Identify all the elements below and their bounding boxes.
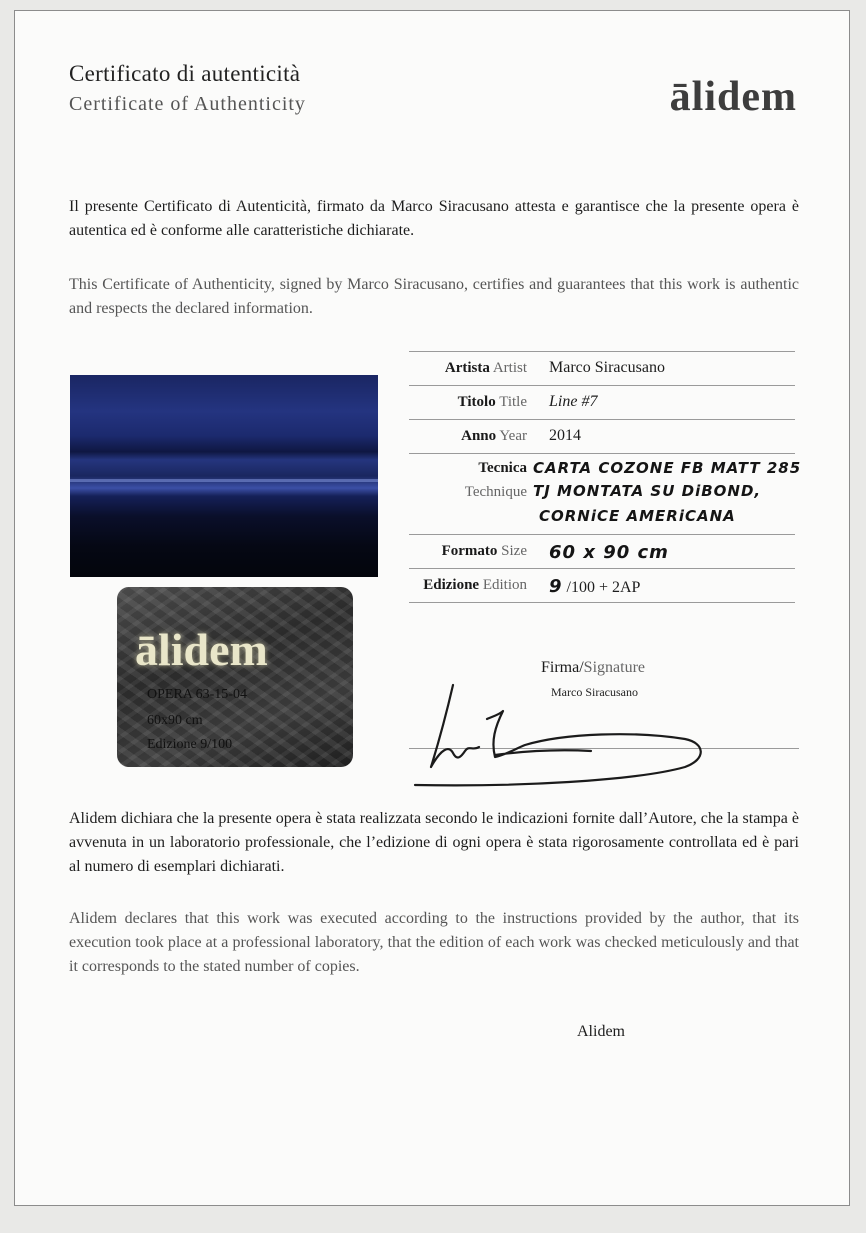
artwork-thumbnail xyxy=(70,375,378,577)
edition-label-it: Edizione xyxy=(423,577,480,593)
artist-label-it: Artista xyxy=(444,360,490,376)
row-format xyxy=(409,534,795,568)
format-label-it: Formato xyxy=(441,543,498,559)
technique-line-3: CORNiCE AMERiCANA xyxy=(539,507,736,525)
year-label-it: Anno xyxy=(461,428,497,444)
row-year xyxy=(409,419,795,453)
title-italian: Certificato di autenticità xyxy=(69,61,301,86)
format-value: 60 x 90 cm xyxy=(549,542,669,563)
row-artist xyxy=(409,351,795,385)
year-label-en: Year xyxy=(499,428,527,444)
hologram-code: OPERA 63-15-04 xyxy=(147,687,247,702)
signature-label-en: Signature xyxy=(583,659,645,676)
edition-label-en: Edition xyxy=(482,577,527,593)
row-technique xyxy=(409,453,802,534)
certificate-sheet xyxy=(14,10,850,1206)
technique-label-it: Tecnica xyxy=(478,460,527,476)
format-label-en: Size xyxy=(501,543,527,559)
row-title xyxy=(409,385,795,419)
title-value: Line #7 xyxy=(549,393,598,410)
hologram-logo: ālidem xyxy=(135,624,268,675)
intro-italian: Il presente Certificato di Autenticità, firmato da Marco Siracusano attesta e garantisce che la presente opera è autentica ed è conforme alle caratteristiche dichiarate. xyxy=(69,198,799,239)
row-edition xyxy=(409,568,795,603)
title-label-en: Title xyxy=(499,394,527,410)
title-english: Certificate of Authenticity xyxy=(69,93,306,115)
signature-label-it: Firma/ xyxy=(541,659,584,676)
signature-name: Marco Siracusano xyxy=(551,685,638,699)
technique-line-1: CARTA COZONE FB MATT 285 xyxy=(533,459,802,477)
year-value: 2014 xyxy=(549,427,581,444)
hologram-sticker xyxy=(117,587,353,767)
intro-english: This Certificate of Authenticity, signed by Marco Siracusano, certifies and guarantees that this work is authentic and respects the declared information. xyxy=(69,276,799,317)
footer-signatory: Alidem xyxy=(577,1023,625,1040)
declaration-italian: Alidem dichiara che la presente opera è stata realizzata secondo le indicazioni fornite dall’Autore, che la stampa è avvenuta in un laboratorio professionale, che l’edizione di ogni opera è stata rigorosamente controllata ed è pari al numero di esemplari dichiarati. xyxy=(69,810,799,875)
artist-value: Marco Siracusano xyxy=(549,359,665,376)
edition-number: 9 xyxy=(549,576,563,597)
artist-label-en: Artist xyxy=(492,360,527,376)
details-table xyxy=(409,351,802,603)
handwritten-signature xyxy=(395,671,715,791)
hologram-edition: Edizione 9/100 xyxy=(147,737,233,752)
technique-label-en: Technique xyxy=(464,484,527,500)
technique-line-2: TJ MONTATA SU DiBOND, xyxy=(533,482,762,500)
declaration-english: Alidem declares that this work was executed according to the instructions provided by the author, that its execution took place at a professional laboratory, that the edition of each work was checked meticulously and that it corresponds to the stated number of copies. xyxy=(69,910,799,975)
alidem-logo: ālidem xyxy=(669,74,797,120)
title-label-it: Titolo xyxy=(457,394,496,410)
hologram-size: 60x90 cm xyxy=(147,713,203,728)
edition-total: /100 + 2AP xyxy=(566,579,641,596)
